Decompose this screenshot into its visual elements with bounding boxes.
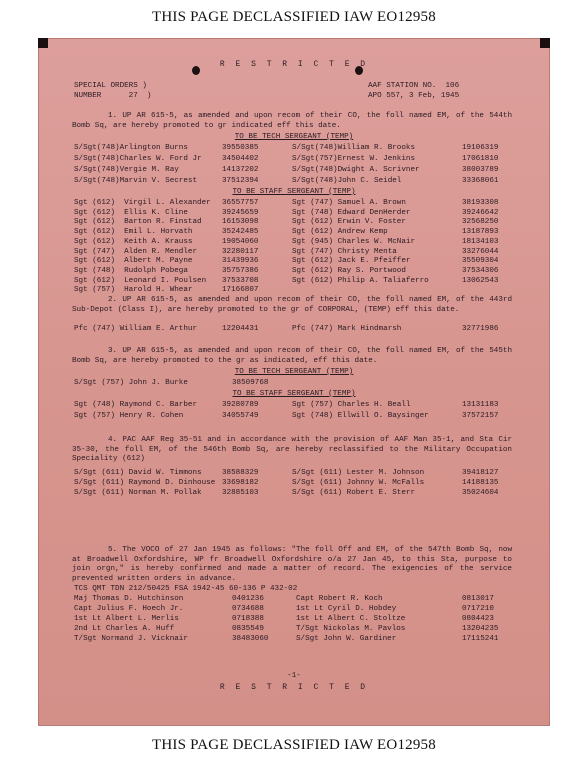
roster-name: Sgt (612) Erwin V. Foster	[292, 218, 406, 227]
p3-tech-number: 38509768	[232, 379, 269, 387]
roster-name: Sgt (747) Alden R. Mendler	[74, 247, 198, 256]
roster-name: S/Sgt(748)Vergie M. Ray	[74, 166, 179, 174]
roster-name: S/Sgt (611) David W. Timmons	[74, 469, 202, 477]
roster-name: 2nd Lt Charles A. Huff	[74, 625, 175, 633]
roster-serial: 39280789	[222, 401, 259, 409]
p2-right-number: 32771986	[462, 325, 499, 333]
roster-name: Sgt (747) Christy Menta	[292, 247, 397, 256]
roster-serial: 33368061	[462, 177, 499, 185]
p3-heading-tech-sergeant: TO BE TECH SERGEANT (TEMP)	[234, 368, 354, 376]
paragraph-4: 4. PAC AAF Reg 35-51 and in accordance with the provision of AAF Man 35-1, and Sta Cir 35-30, the foll EM, of the 546th Bomb Sq, are hereby reclassified to the Military Occupation Speciality (612)	[72, 436, 512, 464]
roster-name: S/Sgt(748)Dwight A. Scrivner	[292, 166, 420, 174]
roster-serial: 32885103	[222, 489, 259, 497]
roster-serial: 34504402	[222, 155, 259, 163]
roster-name: Sgt (757) Harold H. Whear	[74, 286, 193, 295]
roster-name: S/Sgt (611) Raymond D. Dinhouse	[74, 479, 216, 487]
roster-serial: 35509304	[462, 257, 499, 266]
roster-name: Capt Robert R. Koch	[296, 595, 383, 603]
roster-name: S/Sgt (611) Johnny W. McFalls	[292, 479, 425, 487]
paragraph-1: 1. UP AR 615-5, as amended and upon recom of their CO, the foll named EM, of the 544th Bomb Sq, are hereby promoted to gr indicated eff this date.	[72, 112, 512, 130]
roster-name: Sgt (748) Edward DenHerder	[292, 208, 411, 217]
roster-name: Sgt (747) Samuel A. Brown	[292, 199, 406, 207]
roster-serial: 0813017	[462, 595, 494, 603]
roster-serial: 37512394	[222, 177, 259, 185]
roster-serial: 36557757	[222, 199, 259, 207]
roster-name: S/Sgt John W. Gardiner	[296, 635, 397, 643]
roster-serial: 0835549	[232, 625, 264, 633]
roster-serial: 0717210	[462, 605, 494, 613]
roster-serial: 19054060	[222, 237, 259, 246]
roster-serial: 13062543	[462, 276, 499, 285]
roster-serial: 39418127	[462, 469, 499, 477]
roster-name: S/Sgt(748)Charles W. Ford Jr	[74, 155, 202, 163]
p1-heading-staff-sergeant: TO BE STAFF SERGEANT (TEMP)	[232, 188, 356, 196]
p2-right-name: Pfc (747) Mark Hindmarsh	[292, 325, 402, 333]
orders-number: NUMBER 27 )	[74, 92, 152, 100]
declassified-banner-bottom: THIS PAGE DECLASSIFIED IAW EO12958	[152, 737, 436, 753]
roster-serial: 38588329	[222, 469, 259, 477]
roster-serial: 38193308	[462, 199, 499, 207]
roster-serial: 37534306	[462, 266, 499, 275]
roster-name: Sgt (748) Ellwill O. Baysinger	[292, 411, 429, 420]
roster-name: 1st Lt Albert C. Stoltze	[296, 615, 406, 623]
roster-name: S/Sgt(748)Marvin V. Secrest	[74, 177, 198, 185]
roster-serial: 0401236	[232, 595, 264, 603]
roster-name: Sgt (612) Keith A. Krauss	[74, 237, 193, 246]
roster-name: S/Sgt (611) Norman M. Pollak	[74, 489, 202, 497]
roster-name: S/Sgt(748)William R. Brooks	[292, 144, 416, 152]
apo-date: APO 557, 3 Feb, 1945	[368, 92, 460, 100]
roster-name: S/Sgt(748)John C. Seidel	[292, 177, 402, 185]
roster-serial: 35242485	[222, 228, 259, 237]
roster-serial: 39550385	[222, 144, 259, 152]
roster-serial: 17115241	[462, 635, 499, 643]
roster-serial: 39245659	[222, 208, 259, 217]
paragraph-3: 3. UP AR 615-5, as amended and upon recom of their CO, the foll named EM, of the 545th Bomb Sq, are hereby promoted to the gr as indicated, eff this date.	[72, 347, 512, 365]
roster-serial: 13187893	[462, 228, 499, 237]
roster-name: Sgt (945) Charles W. McNair	[292, 237, 416, 246]
roster-serial: 17061810	[462, 155, 499, 163]
roster-name: Sgt (612) Jack E. Pfeiffer	[292, 257, 411, 266]
roster-serial: 33276044	[462, 247, 499, 256]
roster-serial: 37533708	[222, 276, 259, 285]
classification-footer: R E S T R I C T E D	[219, 683, 369, 692]
roster-name: Sgt (757) Henry R. Cohen	[74, 411, 184, 420]
roster-name: Sgt (612) Virgil L. Alexander	[74, 199, 211, 207]
roster-serial: 13204235	[462, 625, 499, 633]
paragraph-2: 2. UP AR 615-5, as amended and upon recom of their CO, the foll named EM, of the 443rd Sub-Depot (Class I), are hereby promoted to the gr of CORPORAL, (TEMP) eff this date.	[72, 296, 512, 314]
declassified-banner-top: THIS PAGE DECLASSIFIED IAW EO12958	[152, 9, 436, 25]
roster-name: 1st Lt Albert L. Merlis	[74, 615, 179, 623]
roster-name: S/Sgt (611) Robert E. Sterr	[292, 489, 416, 497]
roster-serial: 13131183	[462, 401, 499, 409]
roster-serial: 33698182	[222, 479, 259, 487]
roster-name: Sgt (757) Charles H. Beall	[292, 401, 411, 409]
page-number: -1-	[287, 672, 301, 680]
roster-name: Maj Thomas D. Hutchinson	[74, 595, 184, 603]
roster-serial: 16153098	[222, 218, 259, 227]
roster-serial: 38003789	[462, 166, 499, 174]
p1-heading-tech-sergeant: TO BE TECH SERGEANT (TEMP)	[234, 133, 354, 141]
roster-serial: 37572157	[462, 411, 499, 420]
roster-name: Sgt (612) Ray S. Portwood	[292, 266, 406, 275]
roster-name: Sgt (748) Raymond C. Barber	[74, 401, 198, 409]
special-orders-document	[38, 38, 550, 726]
roster-serial: 0734688	[232, 605, 264, 613]
roster-serial: 17166807	[222, 286, 259, 295]
roster-serial: 39246642	[462, 208, 499, 217]
roster-serial: 14137202	[222, 166, 259, 174]
roster-serial: 38483060	[232, 635, 269, 643]
roster-serial: 34055749	[222, 411, 259, 420]
special-orders-label: SPECIAL ORDERS )	[74, 82, 147, 90]
roster-serial: 18134103	[462, 237, 499, 246]
p2-left-name: Pfc (747) William E. Arthur	[74, 325, 198, 333]
roster-name: Sgt (748) Rudolph Pobega	[74, 266, 188, 275]
roster-serial: 32280117	[222, 247, 259, 256]
roster-name: S/Sgt(748)Arlington Burns	[74, 144, 188, 152]
roster-name: S/Sgt(757)Ernest W. Jenkins	[292, 155, 416, 163]
roster-name: Sgt (612) Albert M. Payne	[74, 257, 193, 266]
roster-name: Sgt (612) Emil L. Horvath	[74, 228, 193, 237]
roster-serial: 14188135	[462, 479, 499, 487]
roster-name: Sgt (612) Andrew Kemp	[292, 228, 388, 237]
classification-header: R E S T R I C T E D	[219, 60, 369, 69]
roster-name: Sgt (612) Leonard I. Poulsen	[74, 276, 207, 285]
roster-serial: 35757386	[222, 266, 259, 275]
roster-name: 1st Lt Cyril D. Hobdey	[296, 605, 397, 613]
roster-name: T/Sgt Nickolas M. Pavlos	[296, 625, 406, 633]
roster-name: Sgt (612) Barton R. Finstad	[74, 218, 202, 227]
p3-tech-name: S/Sgt (757) John J. Burke	[74, 379, 188, 387]
roster-serial: 31439936	[222, 257, 259, 266]
roster-serial: 0718388	[232, 615, 264, 623]
roster-serial: 19106319	[462, 144, 499, 152]
roster-name: Capt Julius F. Hoech Jr.	[74, 605, 184, 613]
roster-serial: 0804423	[462, 615, 494, 623]
roster-name: Sgt (612) Philip A. Taliaferro	[292, 276, 429, 285]
paragraph-5: 5. The VOCO of 27 Jan 1945 as follows: "The foll Off and EM, of the 547th Bomb Sq, now at Broadwell Oxfordshire, WP fr Broadwell Oxfordshire o/a 27 Jan 45, to this Sta, purpose to join orgn," is hereby confirmed and made a matter of record. The exigencies of the service prevented written orders in advance.	[72, 546, 512, 583]
roster-serial: 32568250	[462, 218, 499, 227]
roster-name: S/Sgt (611) Lester M. Johnson	[292, 469, 425, 477]
p2-left-number: 12204431	[222, 325, 259, 333]
fund-citation: TCS QMT TDN 212/50425 FSA 1942-45 60-136 P 432-02	[74, 585, 298, 593]
station-number: AAF STATION NO. 106	[368, 82, 460, 90]
roster-serial: 35024604	[462, 489, 499, 497]
roster-name: T/Sgt Normand J. Vicknair	[74, 635, 188, 643]
p3-heading-staff-sergeant: TO BE STAFF SERGEANT (TEMP)	[232, 390, 356, 398]
roster-name: Sgt (612) Ellis K. Cline	[74, 208, 188, 217]
